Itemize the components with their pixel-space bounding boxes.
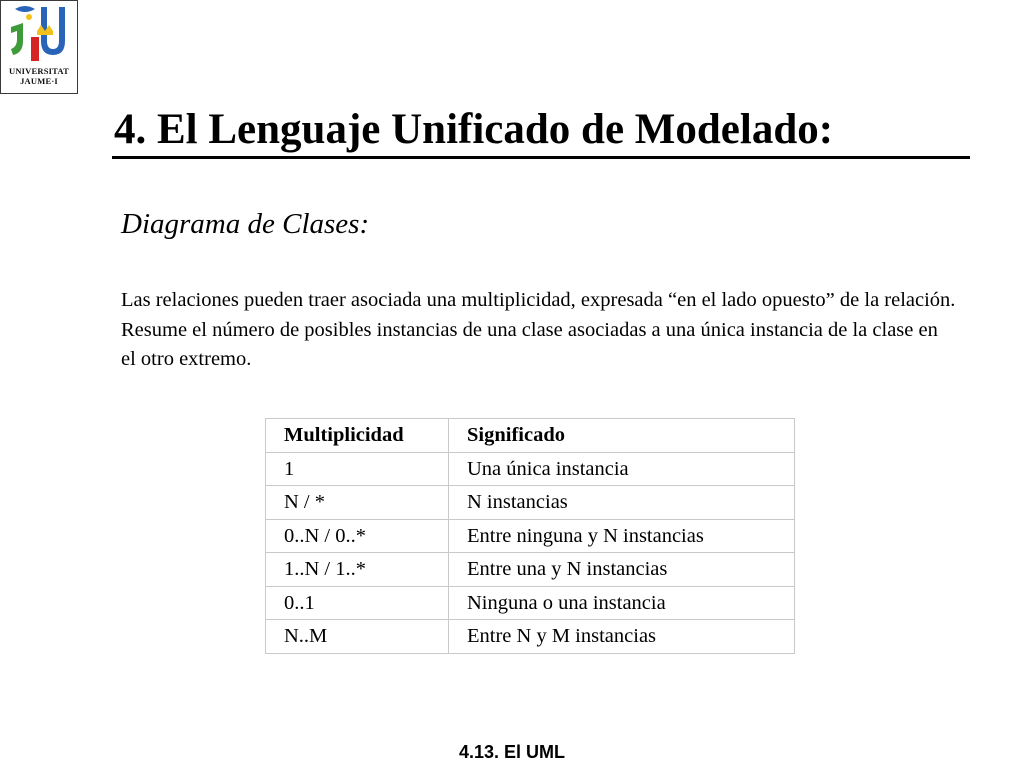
slide-subtitle: Diagrama de Clases: [121, 208, 370, 240]
cell-multiplicity: N / * [266, 486, 449, 520]
university-logo [0, 0, 78, 94]
header-multiplicidad: Multiplicidad [266, 419, 449, 453]
cell-multiplicity: 1 [266, 452, 449, 486]
cell-meaning: Entre N y M instancias [449, 620, 795, 654]
table-row [266, 620, 795, 654]
body-paragraph: Las relaciones pueden traer asociada una multiplicidad, expresada “en el lado opuesto” de la relación. Resume el número de posibles instancias de una clase asociadas a una única instancia de la clase en el otro extremo. [121, 289, 956, 370]
cell-meaning: N instancias [449, 486, 795, 520]
table-row [266, 586, 795, 620]
cell-meaning: Ninguna o una instancia [449, 586, 795, 620]
table-row [266, 519, 795, 553]
table-row [266, 452, 795, 486]
table-header-row [266, 419, 795, 453]
table-row [266, 553, 795, 587]
cell-meaning: Entre ninguna y N instancias [449, 519, 795, 553]
table-row [266, 486, 795, 520]
title-underline [112, 156, 970, 159]
logo-text-line1: UNIVERSITAT [9, 66, 69, 76]
cell-multiplicity: 0..1 [266, 586, 449, 620]
slide-title: 4. El Lenguaje Unificado de Modelado: [114, 106, 834, 153]
cell-multiplicity: 0..N / 0..* [266, 519, 449, 553]
cell-meaning: Entre una y N instancias [449, 553, 795, 587]
slide-footer: 4.13. El UML [458, 742, 566, 762]
multiplicity-table [265, 418, 795, 654]
header-significado: Significado [449, 419, 795, 453]
cell-multiplicity: N..M [266, 620, 449, 654]
cell-meaning: Una única instancia [449, 452, 795, 486]
cell-multiplicity: 1..N / 1..* [266, 553, 449, 587]
logo-text-line2: JAUME·I [20, 76, 58, 86]
university-emblem-icon [1, 1, 77, 67]
